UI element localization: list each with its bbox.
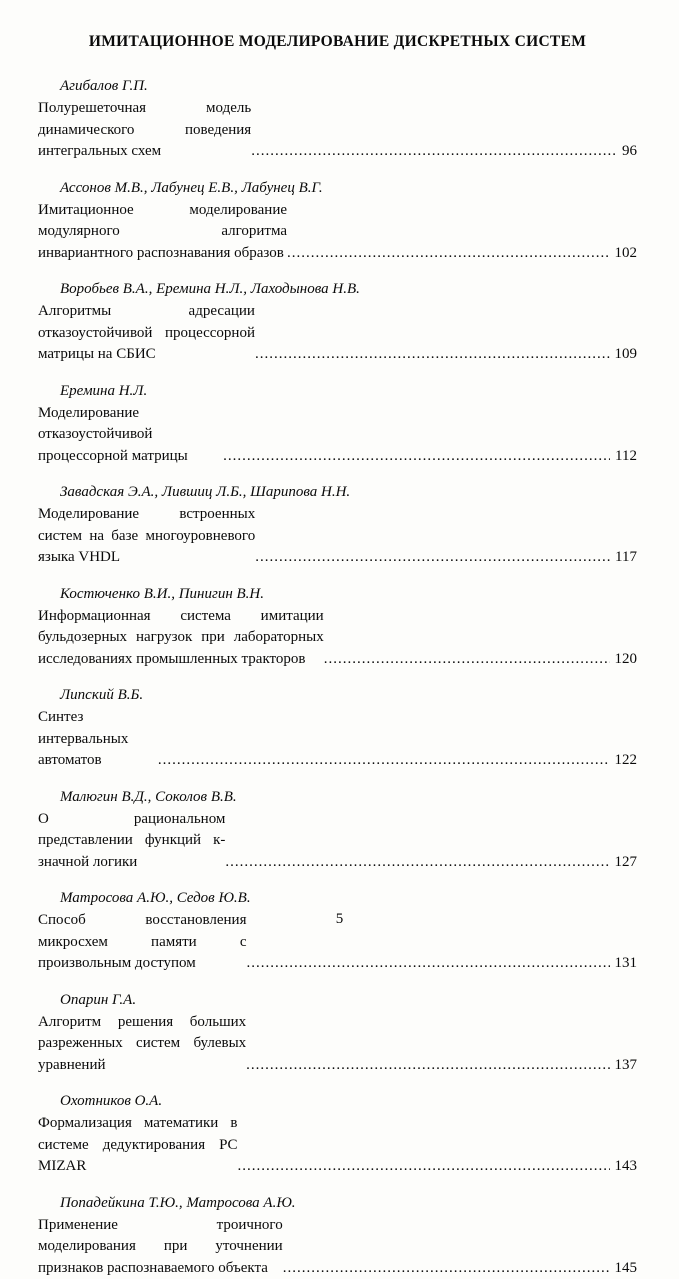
entry-page-number: 143 [610,1156,638,1178]
entry-title-row [38,606,637,671]
toc-entry [38,482,637,569]
entry-title: Формализация математики в системе дедуктирования PC MIZAR [38,1113,237,1178]
dot-leader [225,852,609,874]
entry-page-number: 122 [610,750,638,772]
entry-title: Алгоритмы адресации отказоустойчивой процессорной матрицы на СБИС [38,301,255,366]
toc-entry [38,888,637,975]
entry-authors: Липский В.Б. [38,685,637,706]
entry-title-row [38,1113,637,1178]
entry-title: Синтез интервальных автоматов [38,707,158,772]
toc-entry [38,584,637,671]
entry-page-number: 112 [610,446,637,468]
entry-title-row [38,301,637,366]
dot-leader [283,1258,610,1279]
dot-leader [247,953,610,975]
entry-title: О рациональном представлении функций к-значной логики [38,809,225,874]
entry-title-row [38,504,637,569]
entry-page-number: 109 [610,344,638,366]
entry-page-number: 102 [610,243,638,265]
footer-page-number: 5 [0,911,679,928]
entry-page-number: 137 [610,1055,638,1077]
entry-title: Информационная система имитации бульдозерных нагрузок при лабораторных исследованиях промышленных тракторов [38,606,324,671]
toc-entry [38,381,637,468]
entry-title-row [38,98,637,163]
entry-page-number: 145 [610,1258,638,1279]
entry-authors: Еремина Н.Л. [38,381,637,402]
toc-entry [38,279,637,366]
toc-entry [38,990,637,1077]
entry-authors: Охотников О.А. [38,1091,637,1112]
toc-entry [38,178,637,265]
entry-authors: Малюгин В.Д., Соколов В.В. [38,787,637,808]
entry-page-number: 117 [610,547,637,569]
toc-entry [38,76,637,163]
toc-entry [38,1091,637,1178]
dot-leader [223,446,610,468]
entry-title-row [38,1012,637,1077]
entry-page-number: 96 [617,141,637,163]
entry-page-number: 131 [610,953,638,975]
toc-entry [38,1193,637,1279]
entry-title: Способ восстановления микросхем памяти с произвольным доступом [38,910,247,975]
entry-title-row [38,1215,637,1279]
entry-title-row [38,200,637,265]
dot-leader [324,649,610,671]
entry-authors: Попадейкина Т.Ю., Матросова А.Ю. [38,1193,637,1214]
toc-entry [38,685,637,772]
dot-leader [255,344,610,366]
entry-title: Применение троичного моделирования при уточнении признаков распознаваемого объекта [38,1215,283,1279]
entry-authors: Ассонов М.В., Лабунец Е.В., Лабунец В.Г. [38,178,637,199]
dot-leader [158,750,610,772]
entry-title: Имитационное моделирование модулярного алгоритма инвариантного распознавания образов [38,200,287,265]
entry-page-number: 120 [610,649,638,671]
dot-leader [287,243,609,265]
entry-authors: Воробьев В.А., Еремина Н.Л., Лаходынова Н.В. [38,279,637,300]
document-title: ИМИТАЦИОННОЕ МОДЕЛИРОВАНИЕ ДИСКРЕТНЫХ СИСТЕМ [38,32,637,52]
toc-list [38,76,637,1279]
entry-authors: Опарин Г.А. [38,990,637,1011]
dot-leader [251,141,617,163]
entry-page-number: 127 [610,852,638,874]
entry-authors: Агибалов Г.П. [38,76,637,97]
entry-title-row [38,707,637,772]
entry-title: Моделирование отказоустойчивой процессорной матрицы [38,403,223,468]
dot-leader [255,547,610,569]
dot-leader [237,1156,609,1178]
entry-title: Полурешеточная модель динамического поведения интегральных схем [38,98,251,163]
entry-authors: Матросова А.Ю., Седов Ю.В. [38,888,637,909]
toc-entry [38,787,637,874]
entry-title: Моделирование встроенных систем на базе многоуровневого языка VHDL [38,504,255,569]
entry-title-row [38,809,637,874]
entry-title-row [38,403,637,468]
entry-authors: Завадская Э.А., Лившиц Л.Б., Шарипова Н.Н. [38,482,637,503]
dot-leader [246,1055,609,1077]
entry-authors: Костюченко В.И., Пинигин В.Н. [38,584,637,605]
entry-title: Алгоритм решения больших разреженных систем булевых уравнений [38,1012,246,1077]
